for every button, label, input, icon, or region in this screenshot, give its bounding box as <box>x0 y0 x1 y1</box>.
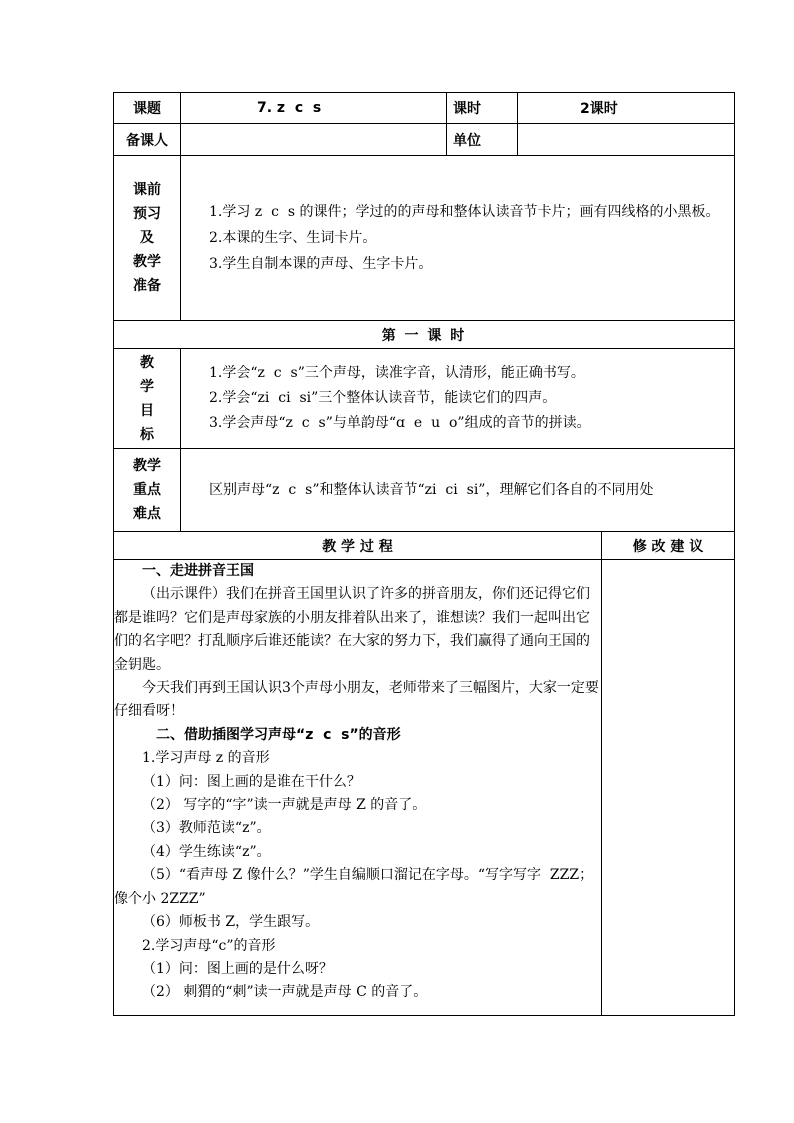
section-title: 第 一 课 时 <box>114 321 735 349</box>
process-subheading: 2.学习声母“c”的音形 <box>142 937 276 954</box>
period-label: 课时 <box>447 93 518 124</box>
key-points-row <box>114 449 735 532</box>
process-heading: 一、走进拼音王国 <box>142 563 254 579</box>
process-paragraph: （出示课件）我们在拼音王国里认识了许多的拼音朋友，你们还记得它们都是谁吗？它们是声母家族的小朋友排着队出来了，谁想读？我们一起叫出它们的名字吧？打乱顺序后谁还能读？在大家的努力下，我们赢得了通向王国的金钥匙。 <box>114 586 590 673</box>
process-step: （1）问：图上画的是什么呀？ <box>142 960 333 977</box>
topic-label: 课题 <box>114 93 181 124</box>
section-title-row <box>114 321 735 349</box>
goals-row <box>114 349 735 449</box>
unit-label: 单位 <box>447 124 518 156</box>
process-row <box>114 560 735 1016</box>
process-heading: 二、借助插图学习声母“z c s”的音形 <box>156 726 401 743</box>
process-subheading: 1.学习声母 z 的音形 <box>142 750 270 767</box>
process-content <box>114 560 602 1016</box>
lesson-plan-table <box>113 92 735 1016</box>
process-step: （4）学生练读“z”。 <box>142 843 271 860</box>
prep-line: 1.学习 z c s 的课件；学过的的声母和整体认读音节卡片；画有四线格的小黑板。 <box>209 204 720 220</box>
topic-row <box>114 93 735 124</box>
process-step: （6）师板书 Z，学生跟写。 <box>142 914 320 931</box>
preparer-label: 备课人 <box>114 124 181 156</box>
goals-content <box>181 349 735 449</box>
process-step: （5）“看声母 Z 像什么？”学生自编顺口溜记在字母。“写字写字 ZZZ；像个小 2ZZZ” <box>114 867 594 907</box>
period-value: 2课时 <box>518 93 735 124</box>
goal-line: 3.学会声母“z c s”与单韵母“ɑ e u o”组成的音节的拼读。 <box>209 415 591 431</box>
process-step: （2） 写字的“字”读一声就是声母 Z 的音了。 <box>142 797 427 814</box>
prep-line: 3.学生自制本课的声母、生字卡片。 <box>209 256 433 272</box>
key-points-content: 区别声母“z c s”和整体认读音节“zi ci si”，理解它们各自的不同用处 <box>181 449 735 532</box>
prep-row <box>114 156 735 321</box>
prep-label: 课前 预习 及 教学 准备 <box>114 156 181 321</box>
process-step: （2） 刺猬的“刺”读一声就是声母 C 的音了。 <box>142 984 428 1001</box>
topic-value: 7. z c s <box>181 93 447 124</box>
process-header: 教 学 过 程 <box>114 532 602 560</box>
goal-line: 1.学会“z c s”三个声母，读准字音，认清形，能正确书写。 <box>209 365 585 381</box>
goals-label: 教 学 目 标 <box>114 349 181 449</box>
preparer-value <box>181 124 447 156</box>
prep-line: 2.本课的生字、生词卡片。 <box>209 230 377 246</box>
prep-content <box>181 156 735 321</box>
notes-content <box>602 560 735 1016</box>
goal-line: 2.学会“zi ci si”三个整体认读音节，能读它们的四声。 <box>209 390 557 406</box>
process-step: （3）教师范读“z”。 <box>142 820 271 837</box>
unit-value <box>518 124 735 156</box>
process-header-row <box>114 532 735 560</box>
key-points-label: 教学 重点 难点 <box>114 449 181 532</box>
process-step: （1）问：图上画的是谁在干什么？ <box>142 773 361 790</box>
process-paragraph: 今天我们再到王国认识3个声母小朋友，老师带来了三幅图片，大家一定要仔细看呀！ <box>114 680 599 720</box>
preparer-row <box>114 124 735 156</box>
notes-header: 修 改 建 议 <box>602 532 735 560</box>
